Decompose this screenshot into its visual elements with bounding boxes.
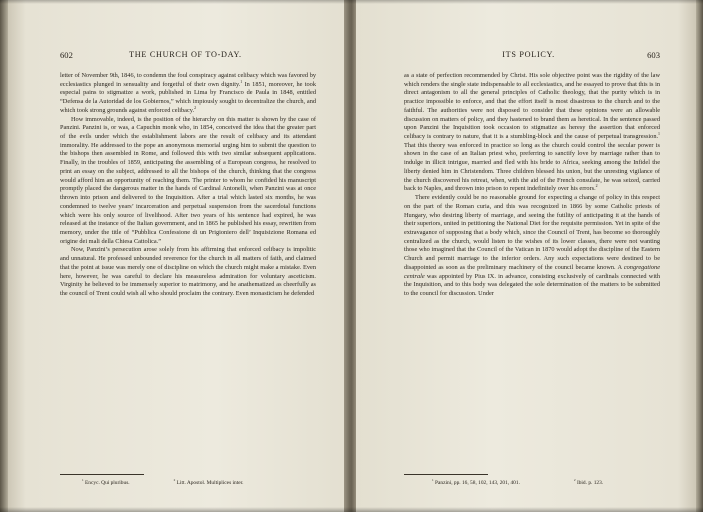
paragraph: letter of November 9th, 1846, to condemn the foul conspiracy against celibacy which was favored by ecclesiastics plunged in sensuality and forgetful of their own dignity.$^1$ In 1851, moreover, he took especial pains to stigmatize a work, published in Lima by Francisco de Paula in 1848, entitled “Defensa de la Autoridad de los Gobiernos,” which impiously sought to decentralize the church, and which took strong grounds against enforced celibacy.$^2$ bbox=[60, 72, 316, 114]
footnote-rule-left bbox=[60, 474, 144, 475]
footnote: $^2$ Ibid. p. 123. bbox=[573, 478, 604, 486]
book-edge-left bbox=[0, 0, 8, 512]
footnote: $^1$ Encyc. Qui pluribus. bbox=[82, 478, 130, 486]
book-edge-right bbox=[696, 0, 703, 512]
footnote-rule-right bbox=[404, 474, 488, 475]
body-text-right bbox=[404, 72, 660, 299]
left-page-column bbox=[60, 50, 316, 299]
footnote: $^2$ Litt. Apostol. Multiplices inter. bbox=[173, 478, 244, 486]
page-number-right: 603 bbox=[647, 50, 660, 60]
footnotes-left bbox=[60, 480, 316, 487]
running-title-left: THE CHURCH OF TO-DAY. bbox=[129, 50, 242, 59]
running-title-right: ITS POLICY. bbox=[502, 50, 555, 59]
footnote: $^1$ Panzini, pp. 16, 58, 102, 143, 201, 401. bbox=[432, 478, 520, 486]
running-head-left bbox=[60, 50, 316, 64]
running-head-right bbox=[404, 50, 660, 64]
paragraph: There evidently could be no reasonable ground for expecting a change of policy in this respect on the part of the Roman curia, and this was recognized in 1866 by some Catholic priests of Hungary, who desiring liberty of marriage, and seeing the futility of anticipating it at the hands of their superiors, united in petitioning the National Diet for the requisite permission. Yet in spite of the extravagance of supposing that a body which, since the Council of Trent, has become so thoroughly centralized as the church, would listen to the wishes of its lower classes, there were not wanting those who imagined that the Council of the Vatican in 1870 would adopt the discipline of the Eastern Church and permit marriage to the inferior orders. Any such expectations were destined to be disappointed as soon as the preliminary machinery of the council became known. A congregatione centrale was appointed by Pius IX. in advance, consisting exclusively of cardinals connected with the Inquisition, and to this body was delegated the sole determination of the matters to be submitted to the council for discussion. Under bbox=[404, 194, 660, 297]
body-text-left bbox=[60, 72, 316, 299]
paragraph: How immovable, indeed, is the position of the hierarchy on this matter is shown by the case of Panzini. Panzini is, or was, a Capuchin monk who, in 1854, conceived the idea that the greater part of the evils under which the establishment labors are the result of celibacy and its attendant immorality. He addressed to the pope an anonymous memorial urging him to submit the question to the bishops then assembled in Rome, and followed this with two similar subsequent applications. Finally, in the troubles of 1859, anticipating the assembling of a European congress, he resolved to print an essay on the subject, addressed to all the bishops of the church, thinking that the congress would afford him an opportunity of reaching them. The printer to whom he confided his manuscript promptly placed the dangerous matter in the hands of Cardinal Antonelli, when Panzini was at once thrown into prison and delivered to the Inquisition. After a trial which lasted six months, he was condemned to twelve years’ incarceration and perpetual suspension from the sacerdotal functions which were his only source of livelihood. After two years of his sentence had expired, he was released at the instance of the Italian government, and in 1865 he published his essay, rewritten from memory, under the title of “Pubblica Confessione di un Prigioniero dell’ Inquisizione Romana ed origine dei mali della Chiesa Cattolica.” bbox=[60, 115, 316, 245]
page-number-left: 602 bbox=[60, 50, 73, 60]
right-page-column bbox=[404, 50, 660, 299]
paragraph: as a state of perfection recommended by Christ. His sole objective point was the rigidity of the law which renders the single state indispensable to all ecclesiastics, and he essayed to prove that this is in direct antagonism to all the general principles of Catholic theology, that the purity which is in practice impossible to enforce, and that the effort itself is most disastrous to the church and to the faithful. The authorities were not disposed to consider that these opinions were an allowable discussion on matters of policy, and they hastened to brand them as heretical. In the sentence passed upon Panzini the Inquisition took occasion to stigmatize as heresy the assertion that enforced celibacy is contrary to nature, that it is a stumbling-block and the cause of perpetual transgression.$^1$ That this theory was enforced in practice so long as the church could control the secular power is shown in the case of an Italian priest who, preferring to sanctify love by marriage rather than to indulge in illicit intrigue, married and fled with his bride to Africa, seeking among the Infidel the liberty denied him in Christendom. Three children blessed his union, but the unresting vigilance of the church discovered his retreat, when, with the aid of the French consulate, he was seized, carried back to Naples, and thrown into prison to repent indefinitely over his errors.$^2$ bbox=[404, 72, 660, 193]
paragraph: Now, Panzini’s persecution arose solely from his affirming that enforced celibacy is impolitic and unnatural. He professed unbounded reverence for the church in all matters of faith, and claimed that the point at issue was merely one of discipline on which the church might make a mistake. Even here, however, he was careful to declare his measureless admiration for voluntary asceticism. Virginity he believed to be immensely superior to matrimony, and he anathematized as cheerfully as the council of Trent could wish all who should proclaim the contrary. Even monasticism he defended bbox=[60, 246, 316, 297]
footnotes-right bbox=[404, 480, 660, 487]
